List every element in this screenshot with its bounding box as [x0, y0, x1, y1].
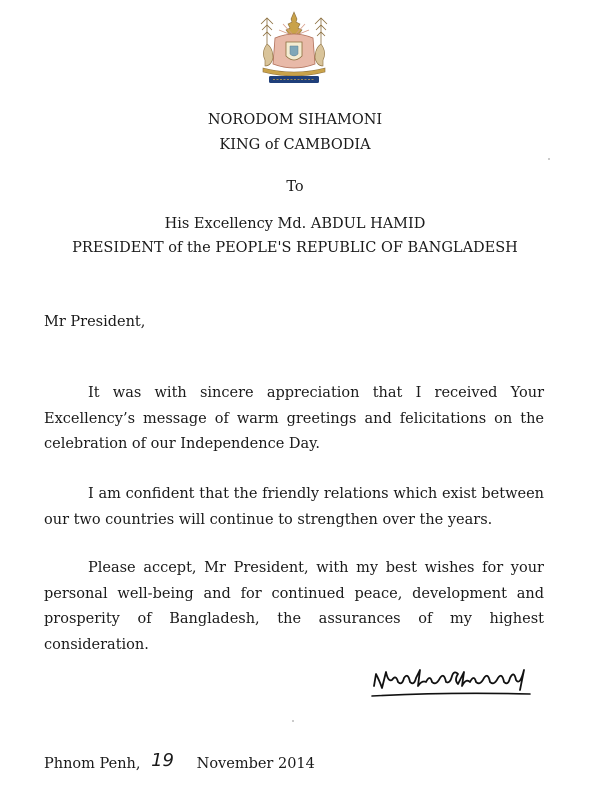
body-paragraph-1: It was with sincere appreciation that I received Your Excellency’s message of warm greetings and felicitations on the celebration of our Independence Day.	[44, 385, 544, 452]
sender-name: NORODOM SIHAMONI	[207, 112, 383, 128]
body-paragraph-2: I am confident that the friendly relations which exist between our two countries will continue to strengthen over the years.	[44, 486, 544, 528]
recipient-title: PRESIDENT of the PEOPLE'S REPUBLIC OF BANGLADESH	[72, 240, 518, 256]
royal-emblem-icon	[253, 10, 335, 86]
scan-speck	[292, 720, 294, 722]
salutation: Mr President,	[44, 314, 146, 330]
recipient-name: His Excellency Md. ABDUL HAMID	[164, 216, 426, 232]
body-paragraph-3: Please accept, Mr President, with my best wishes for your personal well-being and for continued peace, development and prosperity of Bangladesh, the assurances of my highest consideration.	[44, 560, 544, 653]
month-year: November 2014	[196, 756, 315, 772]
day-handwritten: 19	[151, 750, 175, 771]
sender-title: KING of CAMBODIA	[219, 137, 371, 153]
to-label: To	[286, 179, 304, 195]
scan-speck	[548, 158, 550, 160]
date-line	[44, 752, 315, 773]
place: Phnom Penh,	[44, 756, 141, 772]
signature	[368, 660, 538, 708]
